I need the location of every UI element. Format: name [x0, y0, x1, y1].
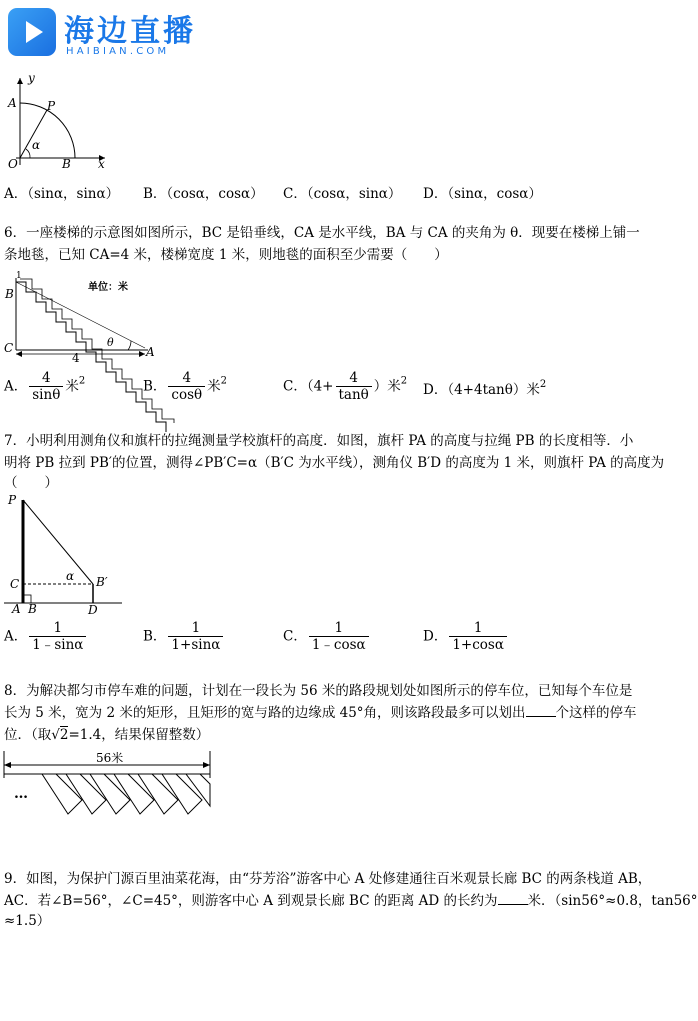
q7-label-D: D	[88, 603, 98, 617]
q6-line-1: 6．一座楼梯的示意图如图所示，BC 是铅垂线，CA 是水平线，BA 与 CA 的夹角为 θ．现要在楼梯上铺一	[4, 225, 640, 241]
q9-line-2: AC．若∠B=56°，∠C=45°，则游客中心 A 到观景长廊 BC 的距离 AD 的长约为 米．（sin56°≈0.8，tan56°	[4, 893, 698, 909]
q5-label-O: O	[8, 157, 18, 171]
q8-line-2: 长为 5 米，宽为 2 米的矩形，且矩形的宽与路的边缘成 45°角，则该路段最多可以划出 个这样的停车	[4, 705, 637, 721]
q9-answer-blank	[498, 891, 528, 905]
q6-option-b: B． $\frac{4}{\cos\theta}$ 米$^2$	[143, 370, 228, 403]
q7-line-2: 明将 PB 拉到 PB′的位置，测得∠PB′C=α（B′C 为水平线），测角仪 B′D 的高度为 1 米，则旗杆 PA 的高度为	[4, 455, 665, 471]
play-icon	[8, 8, 56, 56]
logo-title: 海边直播	[64, 14, 196, 49]
sqrt-icon: √	[51, 727, 60, 743]
q7-label-alpha: α	[66, 569, 75, 583]
q6-option-a: A． $\frac{4}{\sin\theta}$ 米$^2$	[4, 370, 86, 403]
q6-label-four: 4	[72, 351, 80, 365]
q6-option-d: D．（4+4tanθ）米$^2$	[423, 379, 547, 398]
q7-rope-pb-prime	[23, 500, 93, 584]
q5-option-c: C．（cosα，sinα）	[283, 186, 402, 202]
q7-option-a: A． $\frac{1}{1﹣\sin\alpha}$	[4, 620, 88, 654]
q6-label-C: C	[4, 341, 14, 355]
q5-label-y: y	[28, 71, 35, 85]
q6-theta-arc	[128, 341, 131, 350]
q5-label-x: x	[98, 157, 105, 171]
q9-line-3: ≈1.5）	[4, 913, 51, 929]
q5-label-alpha: α	[32, 138, 41, 152]
q5-y-arrow	[17, 78, 23, 84]
q8-length-label: 56米	[96, 751, 124, 765]
q9-line-1: 9．如图，为保护门源百里油菜花海，由“芬芳浴”游客中心 A 处修建通往百米观景长廊 BC 的两条栈道 AB，	[4, 871, 652, 887]
q7-option-c: C． $\frac{1}{1﹣\cos\alpha}$	[283, 620, 371, 654]
q7-option-b: B． $\frac{1}{1+\sin\alpha}$	[143, 620, 225, 654]
q7-label-B: B	[28, 602, 37, 616]
q7-label-C: C	[10, 577, 20, 591]
q5-label-B: B	[62, 157, 71, 171]
q6-unit-label: 单位：米	[88, 282, 128, 293]
logo-icon	[8, 8, 56, 56]
q8-dots: …	[14, 786, 28, 802]
q8-line-1: 8．为解决都匀市停车难的问题，计划在一段长为 56 米的路段规划处如图所示的停车位，已知每个车位是	[4, 683, 633, 699]
q6-label-B: B	[5, 287, 14, 301]
q6-staircase-figure	[0, 270, 170, 365]
q6-line-2: 条地毯，已知 CA=4 米，楼梯宽度 1 米，则地毯的面积至少需要（ ）	[4, 247, 448, 263]
q8-line-3: 位．（取√2=1.4，结果保留整数）	[4, 727, 210, 743]
logo-subtitle: HAIBIAN.COM	[66, 46, 170, 57]
q7-line-1: 7．小明利用测角仪和旗杆的拉绳测量学校旗杆的高度．如图，旗杆 PA 的高度与拉绳 PB 的长度相等．小	[4, 433, 634, 449]
q7-flagpole-figure	[0, 490, 130, 618]
q7-option-d: D． $\frac{1}{1+\cos\alpha}$	[423, 620, 509, 654]
q6-label-theta: θ	[107, 336, 114, 349]
q7-label-b-prime: B′	[96, 575, 108, 589]
q6-option-c: C．（4+ $\frac{4}{\tan\theta}$ ）米$^2$	[283, 370, 408, 403]
q5-option-d: D．（sinα，cosα）	[423, 186, 542, 202]
q6-label-A: A	[146, 345, 155, 359]
q5-label-A: A	[8, 96, 17, 110]
q5-label-P: P	[47, 99, 56, 113]
q6-label-one: 1	[16, 271, 22, 281]
q8-parking-figure	[0, 748, 220, 828]
q5-angle-arc	[26, 149, 30, 158]
q7-label-A: A	[12, 602, 21, 616]
q8-parking-spaces	[42, 774, 210, 814]
q7-label-P: P	[8, 493, 17, 507]
q5-figure	[0, 70, 120, 170]
q6-steps-front	[16, 282, 166, 432]
q7-line-3: （ ）	[4, 475, 58, 491]
q5-option-a: A．（sinα，sinα）	[4, 186, 120, 202]
q8-answer-blank	[526, 703, 556, 717]
q5-option-b: B．（cosα，cosα）	[143, 186, 264, 202]
